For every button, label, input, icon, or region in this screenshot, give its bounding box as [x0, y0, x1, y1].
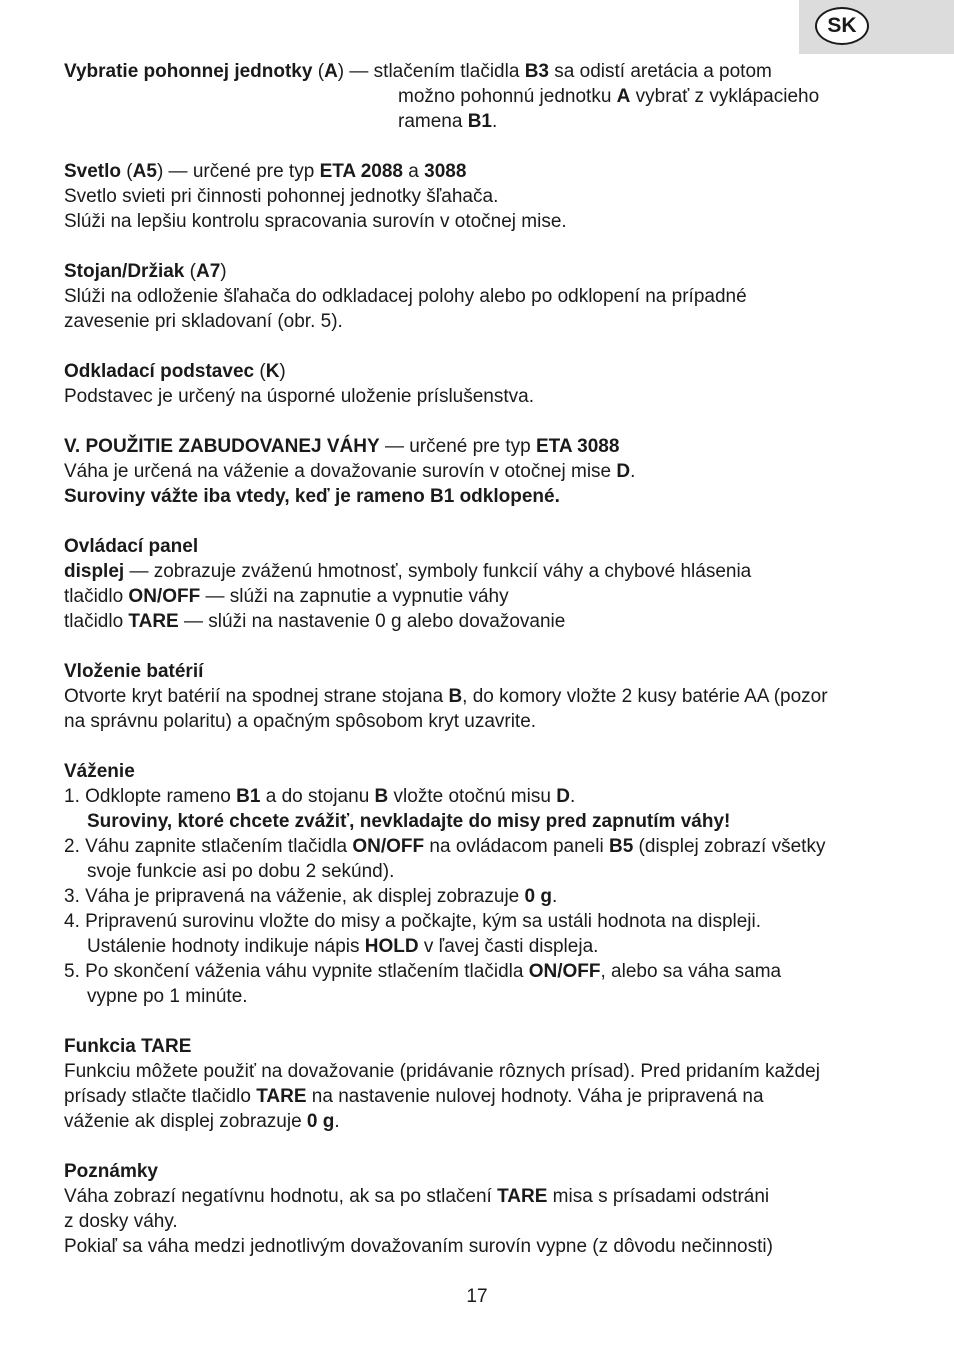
text-line: váženie ak displej zobrazuje 0 g. — [64, 1111, 340, 1132]
text-line: Svetlo svieti pri činnosti pohonnej jednotky šľahača. — [64, 186, 499, 207]
text-line: Váha je určená na váženie a dovažovanie surovín v otočnej mise D. — [64, 461, 636, 482]
text-line: Otvorte kryt batérií na spodnej strane stojana B, do komory vložte 2 kusy batérie AA (pozor — [64, 686, 828, 707]
warning-text: Suroviny vážte iba vtedy, keď je rameno B1 odklopené. — [64, 486, 560, 507]
text-line: tlačidlo TARE — slúži na nastavenie 0 g alebo dovažovanie — [64, 611, 566, 632]
section-title: Stojan/Držiak — [64, 261, 185, 282]
text-line: prísady stlačte tlačidlo TARE na nastavenie nulovej hodnoty. Váha je pripravená na — [64, 1086, 764, 1107]
section-title: Vybratie pohonnej jednotky — [64, 61, 313, 82]
page-content — [64, 59, 894, 1259]
language-tab — [799, 0, 954, 54]
section-light: Svetlo (A5) — určené pre typ ETA 2088 a 3088 — [64, 161, 467, 182]
section-title: Poznámky — [64, 1161, 158, 1182]
list-item: 3. Váha je pripravená na váženie, ak displej zobrazuje 0 g. — [64, 886, 558, 907]
text-line: Funkciu môžete použiť na dovažovanie (pridávanie rôznych prísad). Pred pridaním každej — [64, 1061, 820, 1082]
section-title: Svetlo — [64, 161, 122, 182]
section-unit-removal: Vybratie pohonnej jednotky (A) — stlačením tlačidla B3 sa odistí aretácia a potom — [64, 61, 772, 82]
text-line: ramena B1. — [398, 111, 498, 132]
text-line: na správnu polaritu) a opačným spôsobom kryt uzavrite. — [64, 711, 537, 732]
section-title: Ovládací panel — [64, 536, 199, 557]
language-badge: SK — [815, 7, 869, 45]
section-stand: Stojan/Držiak (A7) — [64, 261, 227, 282]
warning-text: Suroviny, ktoré chcete zvážiť, nevkladajte do misy pred zapnutím váhy! — [87, 811, 731, 832]
text-line: Váha zobrazí negatívnu hodnotu, ak sa po stlačení TARE misa s prísadami odstráni — [64, 1186, 770, 1207]
section-title: Váženie — [64, 761, 135, 782]
page-number: 17 — [466, 1286, 488, 1307]
text-line: Slúži na odloženie šľahača do odkladacej polohy alebo po odklopení na prípadné — [64, 286, 747, 307]
section-title: Funkcia TARE — [64, 1036, 192, 1057]
text-line: možno pohonnú jednotku A vybrať z vyklápacieho — [398, 86, 820, 107]
list-item: 5. Po skončení váženia váhu vypnite stlačením tlačidla ON/OFF, alebo sa váha sama — [64, 961, 782, 982]
text-line: Ustálenie hodnoty indikuje nápis HOLD v ľavej časti displeja. — [87, 936, 599, 957]
text-line: z dosky váhy. — [64, 1211, 178, 1232]
text-line: displej — zobrazuje zváženú hmotnosť, symboly funkcií váhy a chybové hlásenia — [64, 561, 752, 582]
text-line: svoje funkcie asi po dobu 2 sekúnd). — [87, 861, 395, 882]
section-base: Odkladací podstavec (K) — [64, 361, 286, 382]
section-title: V. POUŽITIE ZABUDOVANEJ VÁHY — [64, 436, 380, 457]
text-line: vypne po 1 minúte. — [87, 986, 248, 1007]
text-line: tlačidlo ON/OFF — slúži na zapnutie a vypnutie váhy — [64, 586, 509, 607]
list-item: 4. Pripravenú surovinu vložte do misy a počkajte, kým sa ustáli hodnota na displeji. — [64, 911, 762, 932]
section-title: Vloženie batérií — [64, 661, 204, 682]
list-item: 1. Odklopte rameno B1 a do stojanu B vložte otočnú misu D. — [64, 786, 576, 807]
text-line: Slúži na lepšiu kontrolu spracovania surovín v otočnej mise. — [64, 211, 567, 232]
text-line: Pokiaľ sa váha medzi jednotlivým dovažovaním surovín vypne (z dôvodu nečinnosti) — [64, 1236, 773, 1257]
list-item: 2. Váhu zapnite stlačením tlačidla ON/OFF na ovládacom paneli B5 (displej zobrazí všetky — [64, 836, 826, 857]
section-scale: V. POUŽITIE ZABUDOVANEJ VÁHY — určené pre typ ETA 3088 — [64, 436, 620, 457]
section-title: Odkladací podstavec — [64, 361, 255, 382]
text-line: Podstavec je určený na úsporné uloženie príslušenstva. — [64, 386, 534, 407]
text-line: zavesenie pri skladovaní (obr. 5). — [64, 311, 343, 332]
